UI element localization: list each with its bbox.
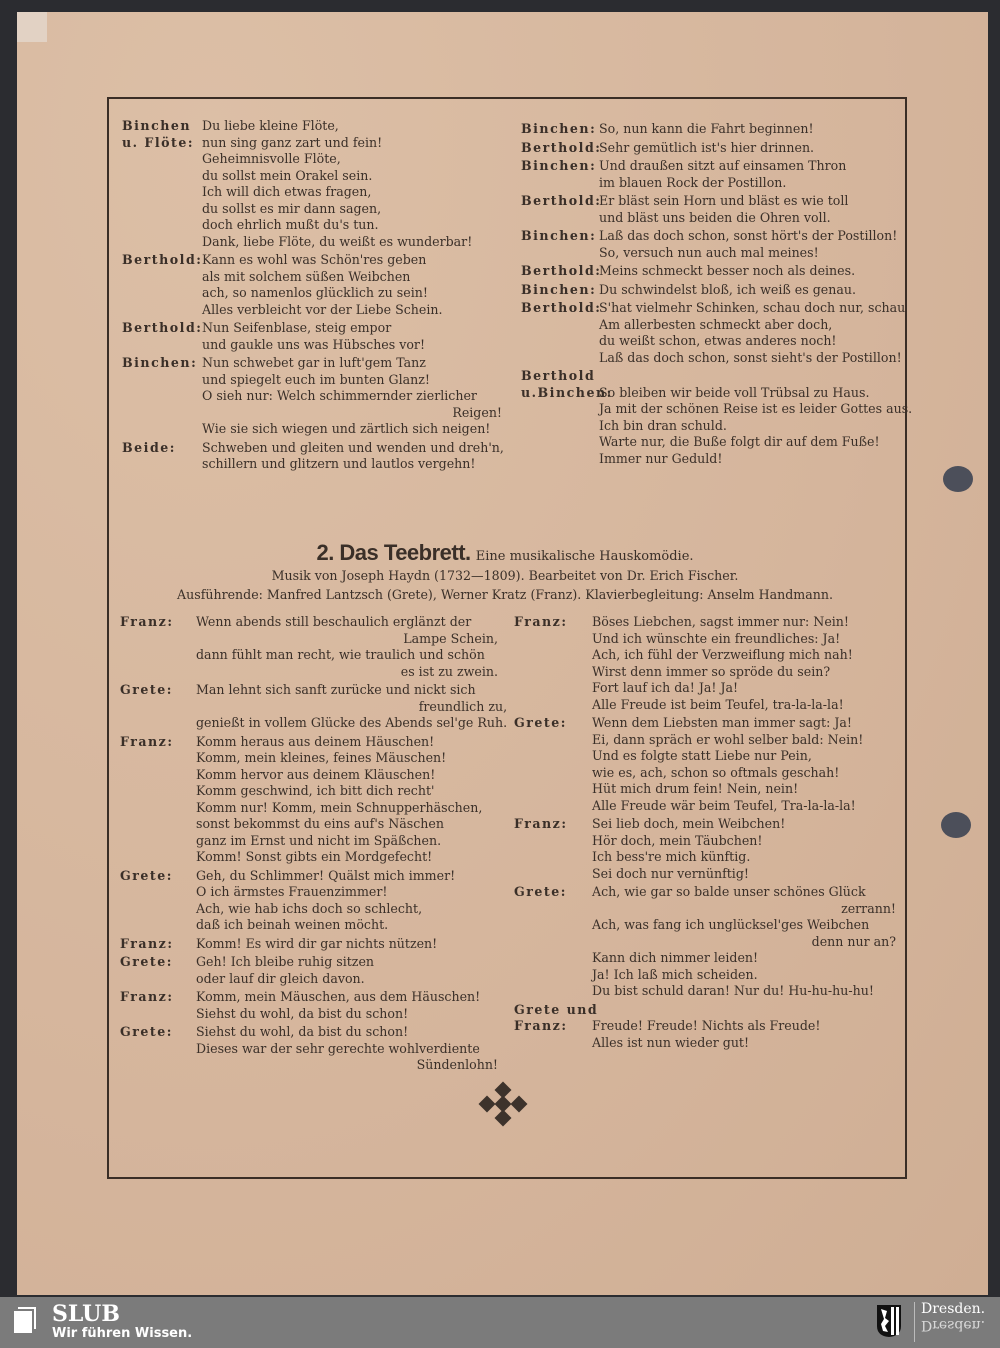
verse-line: Sündenlohn! <box>416 1057 498 1072</box>
footer-divider <box>914 1302 915 1342</box>
speaker-label: Berthold: <box>521 263 602 278</box>
dialogue-entry <box>122 118 502 250</box>
piece-title: 2. Das Teebrett. <box>316 540 471 565</box>
verse-line: Geh, du Schlimmer! Quälst mich immer! <box>196 867 456 883</box>
dialogue-entry <box>122 252 502 318</box>
verse-line: Alles ist nun wieder gut! <box>592 1034 750 1050</box>
speaker-label: Franz: <box>120 614 174 629</box>
dialogue-entry <box>521 193 899 226</box>
verse-line: Ich bess're mich künftig. <box>592 849 751 864</box>
verse-line <box>599 368 912 385</box>
city-name[interactable]: Dresden. <box>921 1301 986 1317</box>
speaker-label: Franz: <box>120 935 174 951</box>
verse-line: Ei, dann spräch er wohl selber bald: Nein! <box>592 731 864 747</box>
verse-line: dann fühlt man recht, wie traulich und schön <box>196 647 485 662</box>
verse-line: Komm geschwind, ich bitt dich recht' <box>196 783 435 798</box>
verse-line: es ist zu zwein. <box>400 663 498 679</box>
speaker-label: Grete und Franz: <box>514 1001 599 1033</box>
verse-line: Ach, wie gar so balde unser schönes Glück <box>592 884 866 899</box>
verse-line: Man lehnt sich sanft zurücke und nickt sich <box>196 682 476 697</box>
speaker-label: Berthold: <box>521 139 602 155</box>
verse-line: Sehr gemütlich ist's hier drinnen. <box>599 139 815 155</box>
verse-line: Du bist schuld daran! Nur du! Hu-hu-hu-hu! <box>592 983 874 998</box>
speaker-label: Grete: <box>514 884 567 899</box>
section2-right-column <box>514 614 896 1053</box>
verse-line: Hör doch, mein Täubchen! <box>592 832 763 848</box>
verse-line: Alle Freude wär beim Teufel, Tra-la-la-la! <box>592 797 856 813</box>
speaker-label: Binchen: <box>521 228 597 243</box>
dialogue-entry <box>514 715 896 814</box>
dialogue-entry <box>514 614 896 713</box>
verse-line: ach, so namenlos glücklich zu sein! <box>202 285 428 300</box>
speaker-label: Beide: <box>122 439 176 455</box>
verse-line: Komm nur! Komm, mein Schnupperhäschen, <box>196 799 483 815</box>
verse-line: Ja mit der schönen Reise ist es leider Gottes aus. <box>599 401 913 416</box>
speaker-label: Berthold u.Binchen: <box>521 368 613 400</box>
speaker-label: Franz: <box>120 989 174 1004</box>
punch-hole <box>941 812 971 838</box>
verse-line: Du liebe kleine Flöte, <box>202 118 339 133</box>
verse-line: Fort lauf ich da! Ja! Ja! <box>592 680 739 695</box>
diamond-cluster-ornament-icon <box>473 1082 533 1128</box>
dialogue-entry <box>521 368 913 467</box>
verse-line: Reigen! <box>452 404 502 420</box>
verse-line: O sieh nur: Welch schimmernder zierlicher <box>202 388 477 403</box>
punch-hole <box>943 466 973 492</box>
verse-line: Wie sie sich wiegen und zärtlich sich neigen! <box>202 421 491 436</box>
verse-line: Ich bin dran schuld. <box>599 417 727 433</box>
verse-line: Am allerbesten schmeckt aber doch, <box>599 316 833 332</box>
verse-line: Und draußen sitzt auf einsamen Thron <box>599 158 847 173</box>
verse-line: So, versuch nun auch mal meines! <box>599 244 819 260</box>
dialogue-entry <box>521 282 899 299</box>
verse-line: Siehst du wohl, da bist du schon! <box>196 1024 409 1039</box>
speaker-label: Berthold: <box>122 320 203 335</box>
library-brand[interactable]: SLUB <box>52 1301 120 1327</box>
speaker-label: Binchen u. Flöte: <box>122 118 195 150</box>
verse-line: Wenn abends still beschaulich erglänzt der <box>196 614 472 629</box>
verse-line: So, nun kann die Fahrt beginnen! <box>599 121 814 136</box>
paper-corner-wear <box>17 12 47 42</box>
dialogue-entry <box>514 1002 896 1052</box>
speaker-label: Grete: <box>120 682 173 697</box>
verse-line: Sei doch nur vernünftig! <box>592 865 749 881</box>
verse-line: sonst bekommst du eins auf's Näschen <box>196 816 444 831</box>
verse-line: und spiegelt euch im bunten Glanz! <box>202 371 430 387</box>
dialogue-entry <box>120 1024 498 1074</box>
verse-line: Meins schmeckt besser noch als deines. <box>599 263 856 278</box>
verse-line: Komm, mein Mäuschen, aus dem Häuschen! <box>196 989 481 1004</box>
verse-line: Geh! Ich bleibe ruhig sitzen <box>196 954 375 969</box>
section1-left-column <box>122 118 502 475</box>
speaker-label: Binchen: <box>521 158 597 173</box>
verse-line: ganz im Ernst und nicht im Späßchen. <box>196 832 442 848</box>
verse-line: du sollst es mir dann sagen, <box>202 200 382 216</box>
verse-line: Ich will dich etwas fragen, <box>202 184 372 199</box>
verse-line: Komm hervor aus deinem Kläuschen! <box>196 766 436 782</box>
verse-line: S'hat vielmehr Schinken, schau doch nur, schau <box>599 300 906 315</box>
dialogue-entry <box>521 140 899 157</box>
performers-credit: Ausführende: Manfred Lantzsch (Grete), Werner Kratz (Franz). Klavierbegleitung: Anselm Handmann. <box>177 587 833 602</box>
speaker-label: Grete: <box>514 715 567 730</box>
verse-line: schillern und glitzern und lautlos vergehn! <box>202 456 476 471</box>
verse-line: Ach, was fang ich unglücksel'ges Weibchen <box>592 917 870 932</box>
verse-line: Nun Seifenblase, steig empor <box>202 320 392 335</box>
dialogue-entry <box>120 682 508 732</box>
dialogue-entry <box>120 868 498 934</box>
piece-subtitle: Eine musikalische Hauskomödie. <box>475 549 694 564</box>
verse-line: doch ehrlich mußt du's tun. <box>202 217 379 232</box>
slub-book-icon <box>12 1305 40 1335</box>
speaker-label: Grete: <box>120 954 173 969</box>
speaker-label: Franz: <box>514 816 568 831</box>
speaker-label: Grete: <box>120 867 173 883</box>
verse-line: So bleiben wir beide voll Trübsal zu Haus. <box>599 384 870 400</box>
verse-line: Wenn dem Liebsten man immer sagt: Ja! <box>592 715 852 730</box>
verse-line: Laß das doch schon, sonst hört's der Postillon! <box>599 228 898 243</box>
verse-line: Lampe Schein, <box>403 630 498 646</box>
verse-line: Ach, wie hab ichs doch so schlecht, <box>196 900 423 916</box>
verse-line: Wirst denn immer so spröde du sein? <box>592 663 831 679</box>
verse-line: Laß das doch schon, sonst sieht's der Postillon! <box>599 349 902 365</box>
library-tagline: Wir führen Wissen. <box>52 1326 193 1341</box>
dialogue-entry <box>521 121 899 138</box>
dresden-crest-icon <box>876 1304 902 1338</box>
verse-line: du weißt schon, etwas anderes noch! <box>599 333 837 348</box>
verse-line: Schweben und gleiten und wenden und dreh'n, <box>202 439 504 455</box>
verse-line: wie es, ach, schon so oftmals geschah! <box>592 764 840 780</box>
verse-line: Sei lieb doch, mein Weibchen! <box>592 816 786 831</box>
verse-line: Alles verbleicht vor der Liebe Schein. <box>202 301 443 317</box>
speaker-label: Berthold: <box>521 193 602 208</box>
dialogue-entry <box>521 228 899 261</box>
music-credit: Musik von Joseph Haydn (1732—1809). Bearbeitet von Dr. Erich Fischer. <box>271 568 739 583</box>
section2-left-column <box>120 614 508 1076</box>
verse-line: zerrann! <box>841 900 896 916</box>
dialogue-entry <box>120 989 498 1022</box>
section1-right-column <box>521 121 913 469</box>
verse-line: Böses Liebchen, sagst immer nur: Nein! <box>592 614 849 629</box>
verse-line: Und es folgte statt Liebe nur Pein, <box>592 748 812 763</box>
verse-line: Komm heraus aus deinem Häuschen! <box>196 733 435 749</box>
verse-line: Siehst du wohl, da bist du schon! <box>196 1005 409 1021</box>
verse-line: daß ich beinah weinen möcht. <box>196 917 389 932</box>
verse-line: als mit solchem süßen Weibchen <box>202 268 411 284</box>
speaker-label: Binchen: <box>521 121 597 136</box>
verse-line: Und ich wünschte ein freundliches: Ja! <box>592 630 841 646</box>
verse-line: Ach, ich fühl der Verzweiflung mich nah! <box>592 647 853 662</box>
speaker-label: Franz: <box>514 614 568 629</box>
dialogue-entry <box>521 158 899 191</box>
verse-line: Warte nur, die Buße folgt dir auf dem Fuße! <box>599 434 880 449</box>
verse-line: Dank, liebe Flöte, du weißt es wunderbar! <box>202 233 473 249</box>
verse-line: Geheimnisvolle Flöte, <box>202 151 341 166</box>
dialogue-entry <box>120 614 498 680</box>
verse-line: denn nur an? <box>811 933 896 949</box>
speaker-label: Berthold: <box>521 300 602 315</box>
speaker-label: Franz: <box>120 733 174 749</box>
verse-line: und bläst uns beiden die Ohren voll. <box>599 209 831 225</box>
dialogue-entry <box>521 300 906 366</box>
dialogue-entry <box>122 355 502 438</box>
speaker-label: Binchen: <box>521 281 597 297</box>
verse-line: Dieses war der sehr gerechte wohlverdiente <box>196 1040 480 1056</box>
verse-line: Du schwindelst bloß, ich weiß es genau. <box>599 281 856 297</box>
dialogue-entry <box>120 954 498 987</box>
verse-line: oder lauf dir gleich davon. <box>196 970 365 986</box>
verse-line: genießt in vollem Glücke des Abends sel'ge Ruh. <box>196 715 508 730</box>
dialogue-entry <box>514 816 896 882</box>
verse-line: Immer nur Geduld! <box>599 450 723 466</box>
verse-line: du sollst mein Orakel sein. <box>202 167 373 183</box>
verse-line: Alle Freude ist beim Teufel, tra-la-la-la! <box>592 696 844 712</box>
footer-bar <box>0 1297 1000 1348</box>
speaker-label: Grete: <box>120 1024 173 1039</box>
verse-line: Kann es wohl was Schön'res geben <box>202 252 427 267</box>
verse-line <box>592 1002 896 1019</box>
verse-line: freundlich zu, <box>418 698 508 714</box>
dialogue-entry <box>120 936 498 953</box>
dialogue-entry <box>514 884 896 1000</box>
verse-line: Freude! Freude! Nichts als Freude! <box>592 1018 821 1033</box>
verse-line: Komm! Es wird dir gar nichts nützen! <box>196 935 438 951</box>
city-name-mirror: Dresden. <box>921 1317 986 1333</box>
verse-line: nun sing ganz zart und fein! <box>202 134 383 150</box>
verse-line: Nun schwebet gar in luft'gem Tanz <box>202 355 426 370</box>
verse-line: O ich ärmstes Frauenzimmer! <box>196 884 388 899</box>
verse-line: Komm, mein kleines, feines Mäuschen! <box>196 750 447 765</box>
dialogue-entry <box>521 263 899 280</box>
verse-line: und gaukle uns was Hübsches vor! <box>202 336 426 352</box>
speaker-label: Binchen: <box>122 355 198 370</box>
dialogue-entry <box>120 734 498 866</box>
verse-line: Kann dich nimmer leiden! <box>592 950 759 965</box>
piece-heading <box>110 540 900 604</box>
verse-line: im blauen Rock der Postillon. <box>599 174 787 190</box>
dialogue-entry <box>122 320 502 353</box>
dialogue-entry <box>122 440 502 473</box>
verse-line: Ja! Ich laß mich scheiden. <box>592 966 758 982</box>
verse-line: Er bläst sein Horn und bläst es wie toll <box>599 193 849 208</box>
speaker-label: Berthold: <box>122 252 203 267</box>
verse-line: Hüt mich drum fein! Nein, nein! <box>592 781 799 796</box>
verse-line: Komm! Sonst gibts ein Mordgefecht! <box>196 849 433 864</box>
